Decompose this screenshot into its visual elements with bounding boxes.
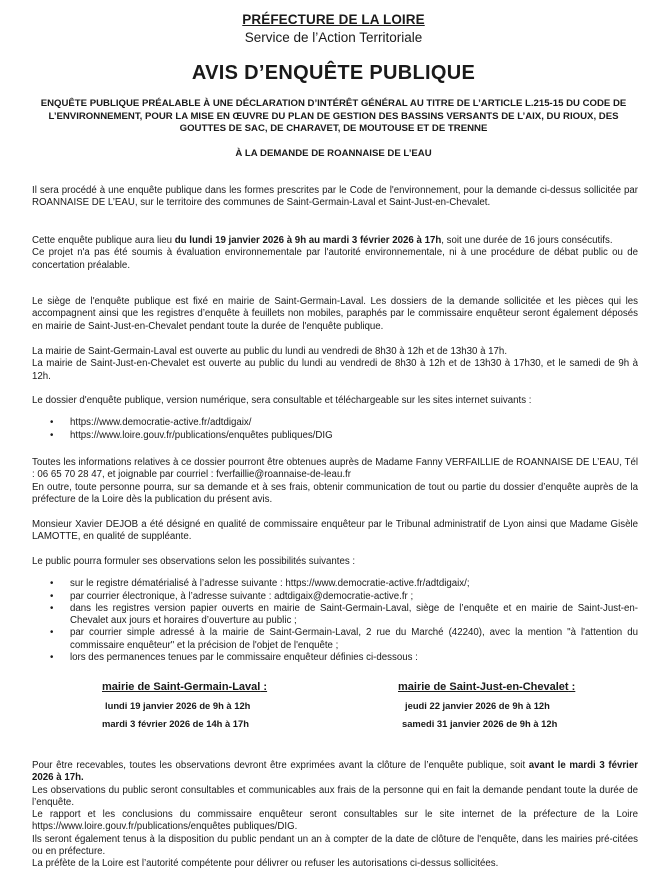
evaluation-paragraph: Ce projet n'a pas été soumis à évaluation environnementale par l'autorité environnementale, ni à une procédure de débat public ou de concertation préalable. — [32, 247, 638, 271]
observation-method-text: par courrier simple adressé à la mairie de Saint-Germain-Laval, 2 rue du Marché (42240), avec la mention "à l'attention du commissaire enquêteur" et la précision de l'objet de l'enquête ; — [70, 627, 638, 651]
bullet-icon: • — [50, 602, 54, 614]
contact-section — [32, 457, 638, 506]
bullet-icon: • — [50, 627, 54, 639]
notice-title: AVIS D’ENQUÊTE PUBLIQUE — [191, 62, 476, 84]
notice-subtitle: ENQUÊTE PUBLIQUE PRÉALABLE À UNE DÉCLARATION D’INTÉRÊT GÉNÉRAL AU TITRE DE L’ARTICLE L.215-15 DU CODE DE L’ENVIRONNEMENT, POUR LA MISE EN ŒUVRE DU PLAN DE GESTION DES BASSINS VERSANTS DE L’AIX, DU RIOUX, DES GOUTTES DE SAC, DE CHARAVET, DE MOUTOUSE ET DE TRENNE — [40, 98, 627, 134]
commissioner-section — [32, 519, 638, 544]
observation-method-text: par courrier électronique, à l’adresse suivante : adtdigaix@democratie-active.fr ; — [70, 590, 414, 602]
opening-hours-sjc: La mairie de Saint-Just-en-Chevalet est ouverte au public du lundi au vendredi de 8h30 à 12h et de 13h30 à 17h30, et le samedi de 9h à 12h. — [32, 358, 638, 382]
digital-file-intro: Le dossier d'enquête publique, version numérique, sera consultable et téléchargeable sur les sites internet suivants : — [32, 395, 532, 406]
closing-section — [32, 760, 638, 871]
observations-section — [32, 556, 638, 664]
bullet-icon: • — [50, 429, 54, 441]
authority-paragraph: La préfète de la Loire est l’autorité compétente pour délivrer ou refuser les autorisations ci-dessus sollicitées. — [32, 858, 499, 870]
permanence-date: lundi 19 janvier 2026 de 9h à 12h — [105, 700, 251, 711]
disposition-paragraph: Ils seront également tenus à la disposition du public pendant un an à compter de la date de clôture de l'enquête, dans les mairies pré-citées ou en préfecture. — [32, 833, 638, 858]
permanence-date: mardi 3 février 2026 de 14h à 17h — [102, 718, 249, 729]
digital-file-links — [32, 417, 638, 442]
observation-method — [32, 652, 638, 664]
closing-paragraph — [32, 760, 638, 785]
applicant-line: À LA DEMANDE DE ROANNAISE DE L’EAU — [235, 148, 432, 159]
digital-file-section — [32, 395, 638, 442]
permanence-date: jeudi 22 janvier 2026 de 9h à 12h — [405, 700, 550, 711]
mairie-name: mairie de Saint-Germain-Laval — [102, 681, 261, 693]
intro-paragraph: Il sera procédé à une enquête publique dans les formes prescrites par le Code de l'environnement, pour la demande ci-dessus sollicitée par ROANNAISE DE L’EAU, sur le territoire des communes de Saint-Germain-Laval et Saint-Just-en-Chevalet. — [32, 185, 638, 209]
bullet-icon: • — [50, 652, 54, 664]
permanence-sjc — [398, 681, 575, 729]
link-item — [32, 417, 638, 429]
observation-method-text: lors des permanences tenues par le commissaire enquêteur définies ci-dessous : — [70, 652, 418, 664]
observation-method — [32, 591, 638, 603]
opening-hours-sgl: La mairie de Saint-Germain-Laval est ouverte au public du lundi au vendredi de 8h30 à 12h et de 13h30 à 17h. — [32, 346, 508, 357]
mairie-colon: : — [568, 681, 576, 693]
duration-dates: du lundi 19 janvier 2026 à 9h au mardi 3 février 2026 à 17h — [174, 235, 442, 246]
duration-text-before: Cette enquête publique aura lieu — [32, 235, 175, 246]
observations-intro: Le public pourra formuler ses observations selon les possibilités suivantes : — [32, 556, 356, 567]
intro-section — [32, 185, 638, 210]
prefecture-heading: PRÉFECTURE DE LA LOIRE — [242, 12, 425, 27]
mairie-name: mairie de Saint-Just-en-Chevalet — [398, 681, 569, 693]
observations-list — [32, 578, 638, 664]
observation-method-text: sur le registre dématérialisé à l’adresse suivante : https://www.democratie-active.fr/adtdigaix/; — [70, 578, 470, 590]
permanence-mairie-heading — [102, 681, 267, 693]
report-paragraph: Le rapport et les conclusions du commissaire enquêteur seront consultables sur le site internet de la préfecture de la Loire https://www.loire.gouv.fr/publications/enquêtes publiques/DIG. — [32, 809, 638, 833]
contact-paragraph: Toutes les informations relatives à ce dossier pourront être obtenues auprès de Madame Fanny VERFAILLIE de ROANNAISE DE L’EAU, Tél : 06 65 70 28 47, et joignable par courriel : fverfaillie@roannaise-de-leau.fr — [32, 457, 638, 481]
observation-method — [32, 578, 638, 590]
observation-method — [32, 627, 638, 652]
consultation-paragraph: Les observations du public seront consultables et communicables aux frais de la personne qui en fait la demande pendant toute la durée de l’enquête. — [32, 784, 638, 808]
opening-hours-section — [32, 346, 638, 383]
mairie-colon: : — [260, 681, 268, 693]
bullet-icon: • — [50, 590, 54, 602]
permanence-date: samedi 31 janvier 2026 de 9h à 12h — [402, 718, 558, 729]
bullet-icon: • — [50, 578, 54, 590]
permanence-sgl — [102, 681, 267, 729]
seat-section — [32, 296, 638, 333]
closing-text: Pour être recevables, toutes les observations devront être exprimées avant la clôture de l’enquête publique, soit — [32, 760, 529, 771]
closing-deadline: avant le mardi 3 février 2026 à 17h. — [32, 760, 638, 784]
observation-method — [32, 603, 638, 628]
service-subheading: Service de l’Action Territoriale — [244, 30, 423, 45]
website-link[interactable]: https://www.democratie-active.fr/adtdigaix/ — [70, 417, 252, 429]
duration-paragraph — [32, 235, 638, 247]
observation-method-text: dans les registres version papier ouverts en mairie de Saint-Germain-Laval, siège de l’enquête et en mairie de Saint-Just-en-Chevalet aux jours et horaires d’ouverture au public ; — [70, 602, 638, 627]
website-link[interactable]: https://www.loire.gouv.fr/publications/enquêtes publiques/DIG — [70, 429, 333, 441]
duration-section — [32, 235, 638, 272]
duration-text-after: , soit une durée de 16 jours consécutifs. — [441, 235, 613, 246]
link-item — [32, 430, 638, 442]
communication-paragraph: En outre, toute personne pourra, sur sa demande et à ses frais, obtenir communication de tout ou partie du dossier d’enquête auprès de la préfecture de la Loire dès la publication du présent avis. — [32, 481, 638, 505]
bullet-icon: • — [50, 417, 54, 429]
seat-paragraph: Le siège de l'enquête publique est fixé en mairie de Saint-Germain-Laval. Les dossiers de la demande sollicitée et les pièces qui les accompagnent ainsi que les registres d’enquête à feuillets non mobiles, paraphés par le commissaire enquêteur seront également déposés en mairie de Saint-Just-en-Chevalet pendant toute la durée de l'enquête publique. — [32, 296, 638, 332]
permanence-mairie-heading — [398, 681, 575, 693]
commissioner-paragraph: Monsieur Xavier DEJOB a été désigné en qualité de commissaire enquêteur par le Tribunal administratif de Lyon ainsi que Madame Gisèle LAMOTTE, en qualité de suppléante. — [32, 519, 638, 543]
